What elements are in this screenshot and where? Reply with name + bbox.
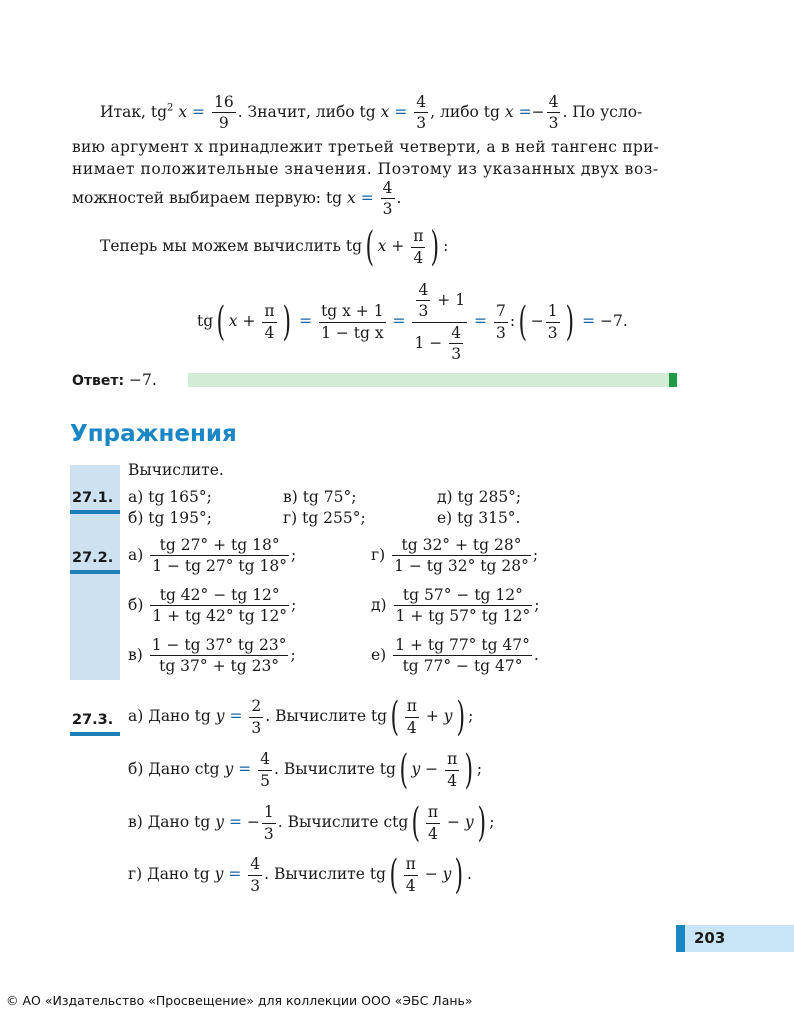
item-label: б) [128,595,144,614]
plus: + [242,312,256,331]
answer-label: Ответ: [72,373,125,389]
item-end: ; [534,595,540,614]
item-label: в) Дано tg [128,813,211,831]
numerator: 4 [449,325,463,344]
denominator: 1 − tg x [321,323,384,342]
divide: : [509,312,516,331]
denominator: 4 [447,771,458,790]
var-y: y [214,865,224,883]
ex-27-1-item: а) tg 165°; [128,488,212,506]
plus: + [391,237,405,255]
answer-bar-end [669,373,677,387]
text: Итак, tg [100,102,168,121]
ex-27-2-number: 27.2. [72,550,114,566]
one: 1 [455,290,466,309]
equals: = [582,312,596,331]
numerator: 1 [546,303,560,322]
equals: = [228,813,242,831]
numerator [412,282,467,323]
ex-27-3-item: а) Дано tg y = $\frac{2}{3}$ . Вычислите tg( $\frac{\pi}{4}$ + y) ; [128,694,474,740]
equals: = [192,102,206,121]
ex-27-1-item: д) tg 285°; [437,488,522,506]
fraction [411,228,425,266]
equals: = [360,188,374,207]
item-label: г) Дано tg [128,865,210,883]
minus: − [531,102,545,121]
fraction [392,537,531,575]
teper-line: Теперь мы можем вычислить tg( x + $\frac{\pi}{4}$ ) : [100,224,449,270]
item-label: д) [371,595,387,614]
item-label: г) [371,545,386,564]
item-end: ; [489,813,495,831]
arg: + y [425,707,453,725]
fraction [546,303,560,341]
numerator: 1 + tg 77° tg 47° [393,637,532,656]
denominator: 4 [405,876,416,895]
numerator: π [404,856,418,875]
numerator: π [262,303,276,322]
denominator: 1 − tg 27° tg 18° [152,557,287,576]
numerator: π [426,804,440,823]
item-label: е) [371,645,387,664]
fraction [414,94,428,132]
fraction [319,303,386,341]
ex-27-2-item [128,637,296,675]
item-end: . [533,645,539,664]
equals: = [228,865,242,883]
var-x: x [377,237,387,255]
minus: − [530,312,544,331]
fraction [426,804,440,842]
numerator: π [405,698,419,717]
fraction [416,282,430,320]
compound-fraction [412,282,467,362]
var-x: x [380,102,390,121]
ex-27-1-intro: Вычислите. [128,461,224,479]
numerator: 1 [262,804,276,823]
one: 1 [414,333,425,352]
denominator: 9 [218,114,229,133]
answer-value: −7. [129,371,157,389]
denominator: 4 [428,824,438,843]
numerator: tg 27° + tg 18° [150,537,289,556]
denominator [412,323,467,363]
ex-27-1-item: б) tg 195°; [128,509,212,527]
denominator: 3 [250,876,261,895]
ex-27-2-item [128,537,296,575]
denominator: 3 [548,114,559,133]
item-label: в) [128,645,143,664]
fraction [449,325,463,363]
item-end: ; [532,545,539,564]
copyright-footer: © АО «Издательство «Просвещение» для коллекции ООО «ЭБС Лань» [6,993,473,1008]
minus: − [429,333,443,352]
fraction [405,698,419,736]
ex-27-1-item: е) tg 315°. [437,509,521,527]
var-x: x [178,102,188,121]
fraction [445,751,459,789]
denominator: tg 77° − tg 47° [402,657,523,676]
ex-27-3-number: 27.3. [72,712,114,728]
ex-27-1-underline [70,510,120,514]
plus: + [437,290,451,309]
denominator: 4 [264,323,275,342]
text: : [443,237,449,255]
fraction [248,856,262,894]
text: , либо tg [430,102,500,121]
numerator: 4 [258,751,272,770]
ex-27-3-item: б) Дано ctg y = $\frac{4}{5}$ . Вычислите tg( y − $\frac{\pi}{4}$ ) ; [128,747,483,793]
equals: = [474,312,488,331]
ex-27-2-item [371,587,540,625]
page-number: 203 [694,929,726,947]
denominator: 3 [416,114,427,133]
var-y: y [215,707,225,725]
equals: = [392,312,406,331]
denominator: 5 [260,771,271,790]
denominator: 3 [251,718,262,737]
fraction [212,94,236,132]
fraction [393,637,532,675]
numerator: 4 [248,856,262,875]
numerator: 4 [547,94,561,113]
numerator: tg 42° − tg 12° [150,587,289,606]
denominator: 3 [263,824,274,843]
solution-line-3: нимает положительные значения. Поэтому из указанных двух воз- [72,160,659,178]
text: . Вычислите ctg [277,813,409,831]
item-label: б) Дано ctg [128,760,220,778]
item-end: ; [468,707,474,725]
ex-27-3-item: г) Дано tg y = $\frac{4}{3}$ . Вычислите tg( $\frac{\pi}{4}$ − y) . [128,852,472,898]
denominator: 3 [495,323,506,342]
arg: y − [411,760,439,778]
fraction [381,180,395,218]
text: . [396,188,402,207]
fraction [262,303,276,341]
ex-27-2-underline [70,570,120,574]
var-x: x [347,188,356,207]
text: . Значит, либо tg [237,102,376,121]
text: Теперь мы можем вычислить tg [100,237,363,255]
fraction [150,587,289,625]
numerator: 4 [416,282,430,301]
var-x: x [504,102,514,121]
item-label: а) Дано tg [128,707,211,725]
item-end: ; [476,760,483,778]
ex-27-3-item: в) Дано tg y = − $\frac{1}{3}$ . Вычислите ctg( $\frac{\pi}{4}$ − y) ; [128,800,495,846]
result: −7. [600,312,628,331]
numerator: π [445,751,459,770]
denominator: 1 + tg 42° tg 12° [152,607,288,626]
denominator: 3 [451,344,462,363]
page-number-tab-edge [676,925,685,952]
text: . Вычислите tg [265,707,388,725]
numerator: 7 [494,303,508,322]
numerator: 1 − tg 37° tg 23° [150,637,289,656]
ex-27-2-item [371,537,538,575]
answer-bar [188,373,669,387]
var-y: y [224,760,234,778]
numerator: 4 [414,94,428,113]
fraction [150,637,289,675]
var-x: x [228,312,238,331]
equals: = [299,312,313,331]
numerator: 4 [381,180,395,199]
numerator: tg x + 1 [319,303,386,322]
numerator: π [411,228,425,247]
text: . Вычислите tg [274,760,396,778]
text: . По усло- [562,102,643,121]
ex-27-2-item [128,587,296,625]
text: можностей выбираем первую: tg [72,188,343,207]
numerator: 16 [212,94,236,113]
item-end: . [467,865,472,883]
fraction [150,537,289,575]
equals: = [518,102,532,121]
denominator: 3 [382,200,393,219]
item-end: ; [291,595,297,614]
equals: = [238,760,252,778]
denominator: 3 [418,302,429,321]
minus: − [246,813,260,831]
item-label: а) [128,545,144,564]
solution-line-2: вию аргумент x принадлежит третьей четверти, а в ней тангенс при- [72,138,660,156]
ex-27-1-item: г) tg 255°; [283,509,366,527]
superscript: 2 [167,102,174,114]
denominator: 3 [547,323,558,342]
section-title: Упражнения [70,421,237,447]
fraction [547,94,561,132]
ex-27-1-item: в) tg 75°; [283,488,357,506]
fraction [394,587,533,625]
fraction [258,751,272,789]
denominator: 1 + tg 57° tg 12° [395,607,531,626]
ex-27-1-number: 27.1. [72,490,114,506]
denominator: 4 [413,248,424,267]
denominator: tg 37° + tg 23° [159,657,280,676]
numerator: tg 32° + tg 28° [392,537,531,556]
fraction [404,856,418,894]
tg: tg [197,312,214,331]
fraction [494,303,508,341]
solution-line-1 [100,94,642,132]
denominator: 1 − tg 32° tg 28° [394,557,529,576]
var-y: y [215,813,224,831]
item-end: ; [290,545,297,564]
numerator: tg 57° − tg 12° [394,587,533,606]
solution-line-4 [72,180,401,218]
equals: = [394,102,408,121]
arg: − y [424,865,452,883]
arg: − y [447,813,474,831]
ex-27-3-underline [70,732,120,736]
fraction [249,698,263,736]
display-equation: tg( x + $\frac{\pi}{4}$ ) = $\frac{\text{tg x + 1}}{\text{1 − tg x}}$ = $\frac{4}{3}$ + 1 1 − $\frac{4}{3}$ = $\frac{7}{3}$ :( − $\frac{1}{3}$ ) = −7. [197,281,628,363]
equals: = [229,707,243,725]
answer-row [72,373,157,389]
ex-27-2-item [371,637,539,675]
fraction [262,804,276,842]
text: . Вычислите tg [264,865,386,883]
item-end: ; [290,645,296,664]
denominator: 4 [406,718,417,737]
numerator: 2 [249,698,263,717]
